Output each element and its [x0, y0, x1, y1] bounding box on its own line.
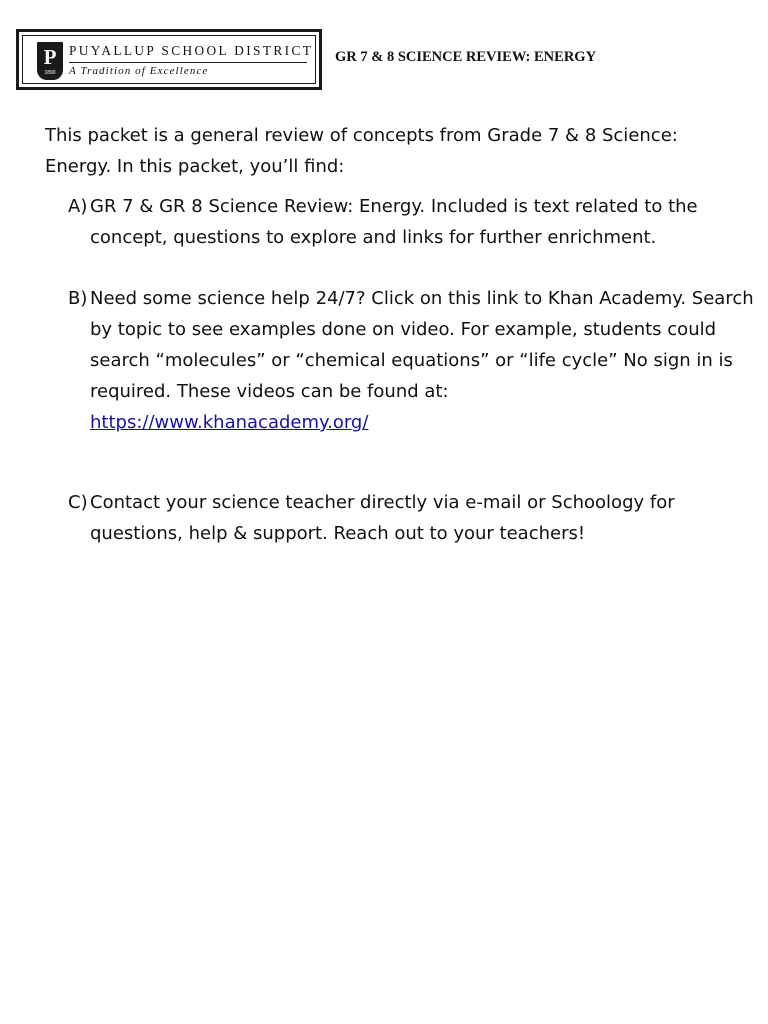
list-item-text: Need some science help 24/7? Click on this link to Khan Academy. Search by topic to see examples done on video. For example, students could search “molecules” or “chemical equations” or “life cycle” No sign in is required. These videos can be found at:: [90, 288, 754, 402]
district-tagline: A Tradition of Excellence: [69, 65, 209, 77]
document-title: GR 7 & 8 SCIENCE REVIEW: ENERGY: [335, 49, 597, 65]
list-marker: A): [68, 196, 88, 217]
list-item-content: [90, 283, 758, 438]
list-item-c: [68, 487, 758, 549]
list-item-a: [68, 191, 758, 253]
crest-icon: [37, 42, 63, 80]
crest-year: 1890: [44, 70, 56, 76]
crest-letter: P: [43, 45, 57, 69]
list-item-text: GR 7 & GR 8 Science Review: Energy. Included is text related to the concept, questions to explore and links for further enrichment.: [90, 196, 698, 248]
intro-paragraph: This packet is a general review of concepts from Grade 7 & 8 Science: Energy. In this packet, you’ll find:: [45, 125, 678, 177]
list-marker: C): [68, 492, 88, 513]
logo-divider: [69, 62, 307, 63]
list-item-b: [68, 283, 758, 438]
logo-inner-border: [22, 35, 316, 84]
list-item-text: Contact your science teacher directly via e-mail or Schoology for questions, help & support. Reach out to your teachers!: [90, 492, 675, 544]
district-logo: [16, 29, 322, 90]
district-name: PUYALLUP SCHOOL DISTRICT: [69, 43, 314, 58]
khan-academy-link[interactable]: https://www.khanacademy.org/: [90, 412, 369, 433]
list-marker: B): [68, 288, 88, 309]
